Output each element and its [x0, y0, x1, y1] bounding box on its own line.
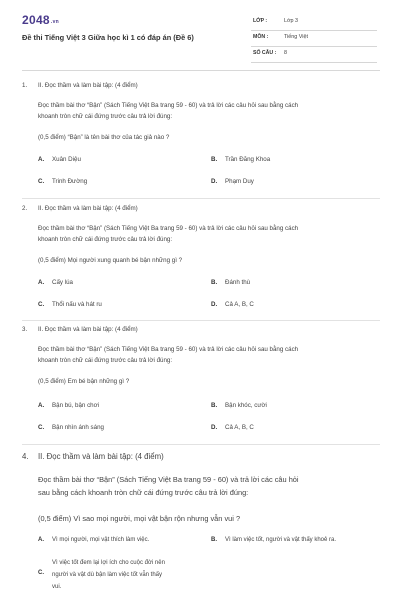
- option-letter: A.: [38, 279, 45, 286]
- option-text: Bận nhìn ánh sáng: [52, 424, 104, 431]
- meta-key: SỐ CÂU :: [253, 50, 277, 56]
- option-text-line: vui.: [52, 584, 62, 590]
- intro-line: khoanh tròn chữ cái đứng trước câu trả lời đúng:: [38, 357, 173, 364]
- option-text: Đánh thù: [225, 279, 251, 286]
- option-letter: D.: [211, 178, 218, 185]
- question-intro: [38, 100, 378, 122]
- intro-line: Đọc thầm bài thơ “Bận” (Sách Tiếng Việt Ba trang 59 - 60) và trả lời các câu hỏi sau bằng cách: [38, 346, 299, 353]
- header-divider: [22, 70, 380, 71]
- meta-row-question-count: [251, 47, 377, 63]
- option-text: Cả A, B, C: [225, 424, 254, 431]
- question-prompt: (0,5 điểm) Vì sao mọi người, mọi vật bận rộn nhưng vẫn vui ?: [38, 514, 241, 523]
- option-b[interactable]: [211, 279, 250, 286]
- question-number: 1.: [22, 82, 28, 89]
- option-letter: D.: [211, 301, 218, 308]
- option-letter: A.: [38, 156, 45, 163]
- meta-value: 8: [284, 50, 287, 56]
- option-text: Xuân Diệu: [52, 156, 81, 163]
- question-heading: II. Đọc thầm và làm bài tập: (4 điểm): [38, 82, 138, 89]
- option-c[interactable]: [38, 301, 102, 308]
- option-text: Trần Đăng Khoa: [225, 156, 271, 163]
- meta-key: LỚP :: [253, 18, 268, 24]
- question-1: [22, 82, 380, 192]
- option-c[interactable]: [38, 178, 87, 185]
- meta-row-subject: [251, 31, 377, 47]
- logo-domain: .vn: [50, 19, 60, 25]
- option-letter: B.: [211, 537, 217, 543]
- option-text: Vì mọi người, mọi vật thích làm việc.: [52, 537, 150, 543]
- intro-line: sau bằng cách khoanh tròn chữ cái đứng trước câu trả lời đúng:: [38, 488, 249, 497]
- question-number: 3.: [22, 326, 28, 333]
- option-b[interactable]: [211, 402, 267, 409]
- option-text: Phạm Duy: [225, 178, 254, 185]
- option-d[interactable]: [211, 178, 254, 185]
- option-text: Trinh Đường: [52, 178, 88, 185]
- question-intro: [38, 223, 378, 245]
- question-heading: II. Đọc thầm và làm bài tập: (4 điểm): [38, 326, 138, 333]
- meta-value: Tiếng Việt: [284, 34, 308, 40]
- meta-key: MÔN :: [253, 34, 269, 40]
- question-prompt: (0,5 điểm) Mọi người xung quanh bé bận những gì ?: [38, 257, 183, 264]
- option-text: Cả A, B, C: [225, 301, 254, 308]
- question-divider: [22, 198, 380, 199]
- option-d[interactable]: [211, 424, 254, 431]
- option-text: Vì làm việc tốt, người và vật thấy khoẻ ra.: [225, 537, 336, 543]
- option-d[interactable]: [211, 301, 254, 308]
- intro-line: Đọc thầm bài thơ “Bận” (Sách Tiếng Việt Ba trang 59 - 60) và trả lời các câu hỏi sau bằng cách: [38, 102, 299, 109]
- option-letter: C.: [38, 424, 45, 431]
- page-title: Đề thi Tiếng Việt 3 Giữa học kì 1 có đáp án (Đề 6): [22, 33, 194, 42]
- option-letter: A.: [38, 537, 44, 543]
- option-letter: B.: [211, 156, 218, 163]
- question-number: 2.: [22, 205, 28, 212]
- option-text: Cấy lúa: [52, 279, 73, 286]
- option-a[interactable]: [38, 537, 149, 543]
- question-prompt: (0,5 điểm) “Bận” là tên bài thơ của tác giả nào ?: [38, 134, 170, 141]
- logo-text: 2048: [22, 13, 50, 27]
- option-a[interactable]: [38, 156, 81, 163]
- question-heading: II. Đọc thầm và làm bài tập: (4 điểm): [38, 452, 164, 461]
- option-text: Thổi nấu và hát ru: [52, 301, 102, 308]
- intro-line: Đọc thầm bài thơ “Bận” (Sách Tiếng Việt Ba trang 59 - 60) và trả lời các câu hỏi sau bằng cách: [38, 225, 299, 232]
- intro-line: khoanh tròn chữ cái đứng trước câu trả lời đúng:: [38, 236, 173, 243]
- option-text: Bận khóc, cười: [225, 402, 267, 409]
- question-divider: [22, 320, 380, 321]
- question-3: [22, 326, 380, 436]
- option-letter: C.: [38, 570, 44, 576]
- option-letter: A.: [38, 402, 45, 409]
- question-prompt: (0,5 điểm) Em bé bận những gì ?: [38, 378, 130, 385]
- option-letter: D.: [211, 424, 218, 431]
- option-letter: B.: [211, 402, 218, 409]
- option-a[interactable]: [38, 279, 73, 286]
- option-b[interactable]: [211, 156, 270, 163]
- intro-line: Đọc thầm bài thơ “Bận” (Sách Tiếng Việt Ba trang 59 - 60) và trả lời các câu hỏi: [38, 475, 299, 484]
- question-2: [22, 205, 380, 315]
- option-text-line: Vì việc tốt đem lại lợi ích cho cuộc đời nên: [52, 560, 165, 566]
- option-text-line: người và vật dù bận làm việc tốt vẫn thấy: [52, 572, 163, 578]
- option-c[interactable]: [38, 424, 104, 431]
- option-letter: B.: [211, 279, 218, 286]
- question-divider: [22, 444, 380, 445]
- intro-line: khoanh tròn chữ cái đứng trước câu trả lời đúng:: [38, 113, 173, 120]
- question-number: 4.: [22, 452, 29, 461]
- question-heading: II. Đọc thầm và làm bài tập: (4 điểm): [38, 205, 138, 212]
- option-b[interactable]: [211, 537, 336, 543]
- option-text: [52, 557, 212, 593]
- meta-value: Lớp 3: [284, 18, 299, 24]
- question-intro: [38, 473, 380, 499]
- exam-meta-table: [251, 15, 377, 63]
- page-header: [0, 0, 400, 70]
- option-letter: C.: [38, 301, 45, 308]
- meta-row-class: [251, 15, 377, 31]
- question-intro: [38, 344, 378, 366]
- site-logo[interactable]: [22, 13, 59, 27]
- option-a[interactable]: [38, 402, 99, 409]
- question-4: [22, 452, 380, 598]
- option-text: Bận bú, bận chơi: [52, 402, 100, 409]
- option-letter: C.: [38, 178, 45, 185]
